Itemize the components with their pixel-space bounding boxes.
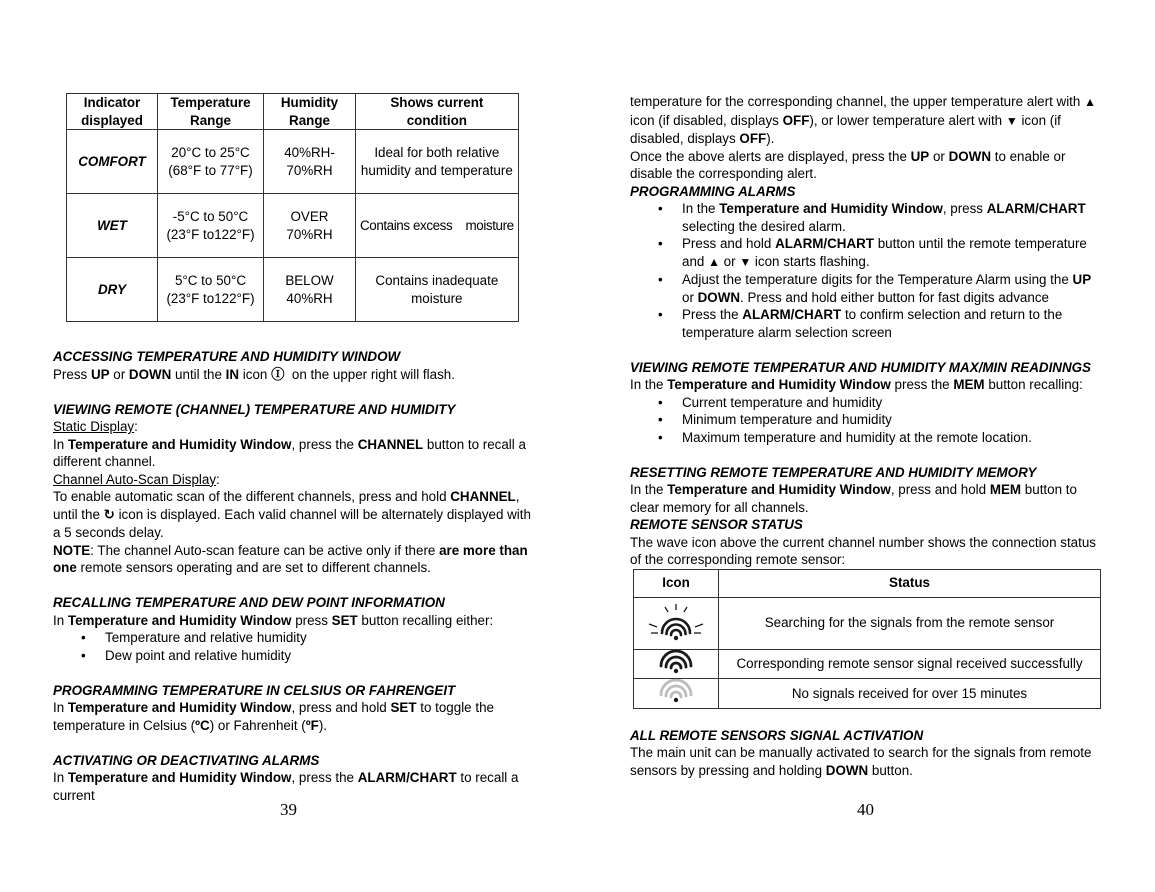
header-humidity: Humidity Range (264, 94, 356, 130)
table-row (634, 649, 1101, 679)
paragraph: In Temperature and Humidity Window press SET button recalling either: (53, 612, 494, 628)
temperature-cell: -5°C to 50°C (23°F to122°F) (158, 194, 264, 258)
status-cell: Searching for the signals from the remote sensor (719, 597, 1101, 649)
section-heading: ACTIVATING OR DEACTIVATING ALARMS (53, 752, 320, 768)
bullet-list (630, 394, 1102, 447)
list-item: • Press the ALARM/CHART to confirm selection and return to the temperature alarm selection screen (682, 306, 1102, 341)
humidity-cell: OVER 70%RH (264, 194, 356, 258)
section-heading: PROGRAMMING TEMPERATURE IN CELSIUS OR FAHRENGEIT (53, 682, 456, 698)
temperature-cell: 20°C to 25°C (68°F to 77°F) (158, 130, 264, 194)
up-arrow-icon: ▲ (1084, 95, 1096, 109)
list-item: • In the Temperature and Humidity Window, press ALARM/CHART selecting the desired alarm. (682, 200, 1102, 235)
humidity-cell: BELOW 40%RH (264, 258, 356, 322)
list-item: • Current temperature and humidity (682, 394, 1102, 412)
condition-cell: Ideal for both relative humidity and temperature (356, 130, 519, 194)
down-arrow-icon: ▼ (739, 254, 752, 269)
sensor-status-table (633, 569, 1101, 709)
list-item: • Press and hold ALARM/CHART button until the remote temperature and ▲ or ▼ icon starts flashing. (682, 235, 1102, 271)
note: NOTE: The channel Auto-scan feature can be active only if there are more than one remote sensors operating and are set to different channels. (53, 542, 528, 575)
indicator-cell: WET (67, 194, 158, 258)
in-icon: Ⓘ (271, 366, 285, 382)
paragraph: The main unit can be manually activated to search for the signals from remote sensors by pressing and holding DOWN button. (630, 745, 1092, 778)
signal-lost-icon (656, 679, 696, 703)
signal-received-icon (656, 650, 696, 674)
right-page (630, 93, 1102, 779)
left-page: Indicator displayed Temperature Range Humidity Range Shows current condition COMFORT 20°C to 25°C (68°F to 77°F) 40%RH- 70%RH Ideal for both relative humidity and temperature WET -5°C to 50°C (23°F to122°F) OVER 70%RH Contains excess moisture DRY 5°C to 50°C (23°F to122°F) BELOW 40%RH Contains inadequate moisture ACCESSING TEMPERATURE AND HUMIDITY WINDOW Press UP or DOWN until the IN icon Ⓘ on the upper right will flash. VIEWING REMOTE (CHANNEL) TEMPERATURE AND HUMIDITY Static Display: In Temperature and Humidity Window, press the CHANNEL button to recall a different channel. Channel Auto-Scan Display: To enable automatic scan of the different channels, press and hold CHANNEL, until the ↻ icon is displayed. Each valid channel will be alternately displayed with a 5 seconds delay. NOTE: The channel Auto-scan feature can be active only if there are more than one remote sensors operating and are set to different channels. RECALLING TEMPERATURE AND DEW POINT INFORMATION In Temperature and Humidity Window press SET button recalling either: • Temperature and relative humidity • Dew point and relative humidity PROGRAMMING TEMPERATURE IN CELSIUS OR FAHRENGEIT In Temperature and Humidity Window, press and hold SET to toggle the temperature in Celsius (ºC) or Fahrenheit (ºF). ACTIVATING OR DEACTIVATING ALARMS In Temperature and Humidity Window, press the ALARM/CHART to recall a current (53, 93, 533, 804)
paragraph: In the Temperature and Humidity Window, press and hold MEM button to clear memory for all channels. (630, 482, 1077, 515)
auto-scan-icon: ↻ (103, 507, 115, 523)
indicator-cell: COMFORT (67, 130, 158, 194)
paragraph: The wave icon above the current channel number shows the connection status of the corresponding remote sensor: (630, 534, 1096, 567)
page-number: 39 (280, 800, 297, 819)
section-heading: ACCESSING TEMPERATURE AND HUMIDITY WINDOW (53, 349, 401, 364)
paragraph: In Temperature and Humidity Window, press and hold SET to toggle the temperature in Celsius (ºC) or Fahrenheit (ºF). (53, 700, 494, 733)
subheading: Static Display (53, 419, 135, 434)
temperature-cell: 5°C to 50°C (23°F to122°F) (158, 258, 264, 322)
paragraph: In Temperature and Humidity Window, press the ALARM/CHART to recall a current (53, 770, 519, 803)
section-heading: REMOTE SENSOR STATUS (630, 517, 803, 532)
list-item: • Minimum temperature and humidity (682, 411, 1102, 429)
paragraph: Once the above alerts are displayed, press the UP or DOWN to enable or disable the corresponding alert. (630, 148, 1066, 181)
condition-cell: Contains excess moisture (356, 194, 519, 258)
table-row (67, 194, 519, 258)
table-row (67, 130, 519, 194)
down-arrow-icon: ▼ (1005, 113, 1018, 128)
section-heading: VIEWING REMOTE (CHANNEL) TEMPERATURE AND HUMIDITY (53, 401, 456, 417)
header-temperature: Temperature Range (158, 94, 264, 130)
list-item: • Adjust the temperature digits for the Temperature Alarm using the UP or DOWN. Press and hold either button for fast digits advance (682, 271, 1102, 306)
paragraph: temperature for the corresponding channel, the upper temperature alert with ▲ icon (if disabled, displays OFF), or lower temperature alert with ▼ icon (if disabled, displays OFF). (630, 94, 1096, 146)
header-status: Status (719, 569, 1101, 597)
header-icon: Icon (634, 569, 719, 597)
paragraph: In Temperature and Humidity Window, press the CHANNEL button to recall a different channel. (53, 436, 526, 469)
section-heading: ALL REMOTE SENSORS SIGNAL ACTIVATION (630, 727, 924, 743)
bullet-list (630, 200, 1102, 341)
status-cell: No signals received for over 15 minutes (719, 679, 1101, 709)
humidity-cell: 40%RH- 70%RH (264, 130, 356, 194)
section-heading: RECALLING TEMPERATURE AND DEW POINT INFORMATION (53, 595, 445, 610)
header-condition: Shows current condition (356, 94, 519, 130)
section-heading: PROGRAMMING ALARMS (630, 183, 796, 199)
paragraph: Press UP or DOWN until the IN icon Ⓘ on the upper right will flash. (53, 366, 455, 382)
section-heading: RESETTING REMOTE TEMPERATURE AND HUMIDITY MEMORY (630, 464, 1037, 480)
subheading: Channel Auto-Scan Display (53, 471, 217, 487)
table-row (634, 679, 1101, 709)
section-heading: VIEWING REMOTE TEMPERATUR AND HUMIDITY MAX/MIN READINNGS (630, 359, 1091, 375)
up-arrow-icon: ▲ (708, 254, 720, 269)
indicator-table (66, 93, 519, 322)
signal-searching-icon (641, 599, 711, 643)
list-item: • Dew point and relative humidity (105, 647, 533, 665)
page-number: 40 (857, 800, 874, 819)
paragraph: To enable automatic scan of the different channels, press and hold CHANNEL, until the ↻ icon is displayed. Each valid channel will be alternately displayed with a 5 seconds delay. (53, 489, 531, 540)
indicator-cell: DRY (67, 258, 158, 322)
table-row (634, 597, 1101, 649)
list-item: • Maximum temperature and humidity at the remote location. (682, 429, 1102, 447)
list-item: • Temperature and relative humidity (105, 629, 533, 647)
condition-cell: Contains inadequate moisture (356, 258, 519, 322)
bullet-list (53, 629, 533, 664)
status-cell: Corresponding remote sensor signal received successfully (719, 649, 1101, 679)
table-row (67, 258, 519, 322)
paragraph: In the Temperature and Humidity Window press the MEM button recalling: (630, 377, 1083, 392)
header-indicator: Indicator displayed (67, 94, 158, 130)
